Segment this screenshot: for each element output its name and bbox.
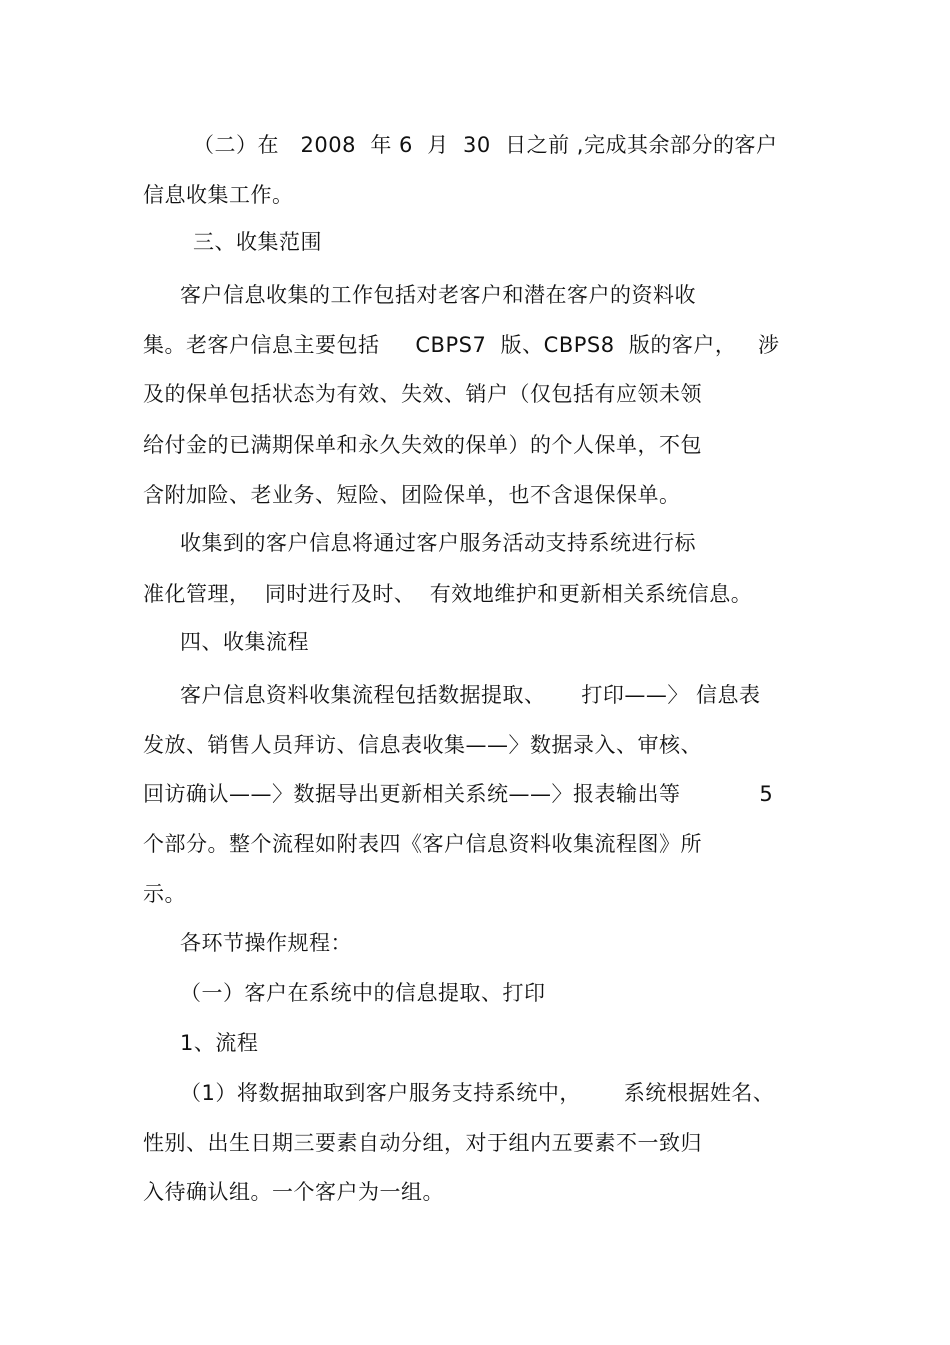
paragraph-line: 各环节操作规程： — [180, 931, 352, 955]
subsection-heading: （一）客户在系统中的信息提取、打印 — [180, 981, 546, 1005]
paragraph-line: （二）在 2008 年 6 月 30 日之前 ,完成其余部分的客户 — [193, 133, 778, 157]
paragraph-line: 收集到的客户信息将通过客户服务活动支持系统进行标 — [180, 531, 696, 555]
paragraph-line: 发放、销售人员拜访、信息表收集——〉数据录入、审核、 — [143, 733, 702, 757]
paragraph-line: 个部分。整个流程如附表四《客户信息资料收集流程图》所 — [143, 832, 702, 856]
subsection-heading: 1、流程 — [180, 1031, 259, 1055]
section-heading: 三、收集范围 — [193, 230, 322, 254]
paragraph-line: 给付金的已满期保单和永久失效的保单）的个人保单，不包 — [143, 433, 702, 457]
paragraph-line: 集。老客户信息主要包括 CBPS7 版、CBPS8 版的客户， 涉 — [143, 333, 780, 357]
paragraph-line: 信息收集工作。 — [143, 183, 294, 207]
paragraph-line: 客户信息收集的工作包括对老客户和潜在客户的资料收 — [180, 283, 696, 307]
paragraph-line: 客户信息资料收集流程包括数据提取、 打印——〉 信息表 — [180, 683, 761, 707]
paragraph-line: 入待确认组。一个客户为一组。 — [143, 1180, 444, 1204]
paragraph-line: 准化管理， 同时进行及时、 有效地维护和更新相关系统信息。 — [143, 582, 753, 606]
paragraph-line: 性别、出生日期三要素自动分组，对于组内五要素不一致归 — [143, 1131, 702, 1155]
paragraph-line: 回访确认——〉数据导出更新相关系统——〉报表输出等 5 — [143, 782, 774, 806]
paragraph-line: 含附加险、老业务、短险、团险保单，也不含退保保单。 — [143, 483, 681, 507]
paragraph-line: （1）将数据抽取到客户服务支持系统中， 系统根据姓名、 — [180, 1081, 775, 1105]
paragraph-line: 及的保单包括状态为有效、失效、销户（仅包括有应领未领 — [143, 382, 702, 406]
paragraph-line: 示。 — [143, 882, 186, 906]
section-heading: 四、收集流程 — [180, 630, 309, 654]
